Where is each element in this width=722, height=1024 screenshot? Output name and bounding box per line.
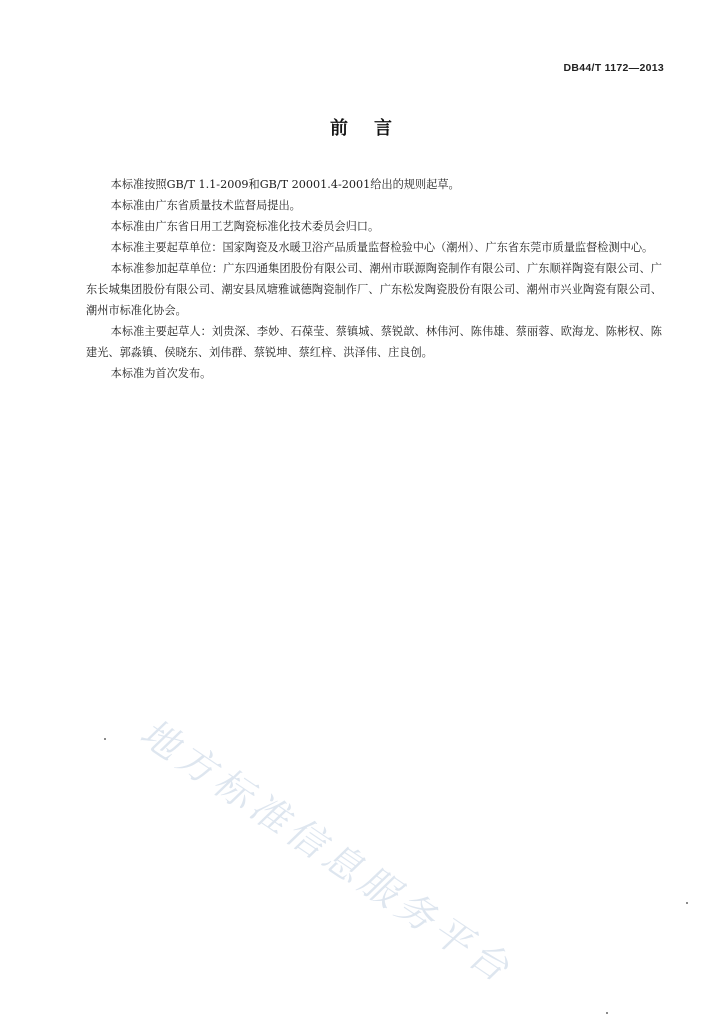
page-title: 前言: [330, 118, 418, 139]
scan-speck: [606, 1012, 608, 1014]
document-code: DB44/T 1172—2013: [563, 62, 664, 74]
paragraph-technical-committee: 本标准由广东省日用工艺陶瓷标准化技术委员会归口。: [110, 220, 380, 233]
scan-speck: [104, 738, 106, 740]
paragraph-first-release: 本标准为首次发布。: [110, 367, 212, 380]
watermark-text: 地方标准信息服务平台: [130, 714, 529, 992]
paragraph-participating-units: 本标准参加起草单位：广东四通集团股份有限公司、潮州市联源陶瓷制作有限公司、广东顺祥陶瓷有限公司、广东长城集团股份有限公司、潮安县凤塘雅诚德陶瓷制作厂、广东松发陶瓷股份有限公司、潮州市兴业陶瓷有限公司、潮州市标准化协会。: [86, 262, 662, 317]
paragraph-main-drafting-units: 本标准主要起草单位：国家陶瓷及水暖卫浴产品质量监督检验中心（潮州）、广东省东莞市质量监督检测中心。: [110, 241, 654, 254]
paragraph-main-drafters: 本标准主要起草人：刘贵深、李妙、石葆莹、蔡镇城、蔡锐歆、林伟河、陈伟雄、蔡丽蓉、欧海龙、陈彬权、陈建光、郭淼镇、侯晓东、刘伟群、蔡锐坤、蔡红梓、洪泽伟、庄良创。: [86, 325, 662, 359]
watermark: [130, 705, 530, 997]
scan-speck: [686, 902, 688, 904]
foreword-body: [86, 174, 662, 384]
paragraph-drafting-rules: 本标准按照GB/T 1.1-2009和GB/T 20001.4-2001给出的规则起草。: [110, 178, 460, 191]
paragraph-proposer: 本标准由广东省质量技术监督局提出。: [110, 199, 301, 212]
